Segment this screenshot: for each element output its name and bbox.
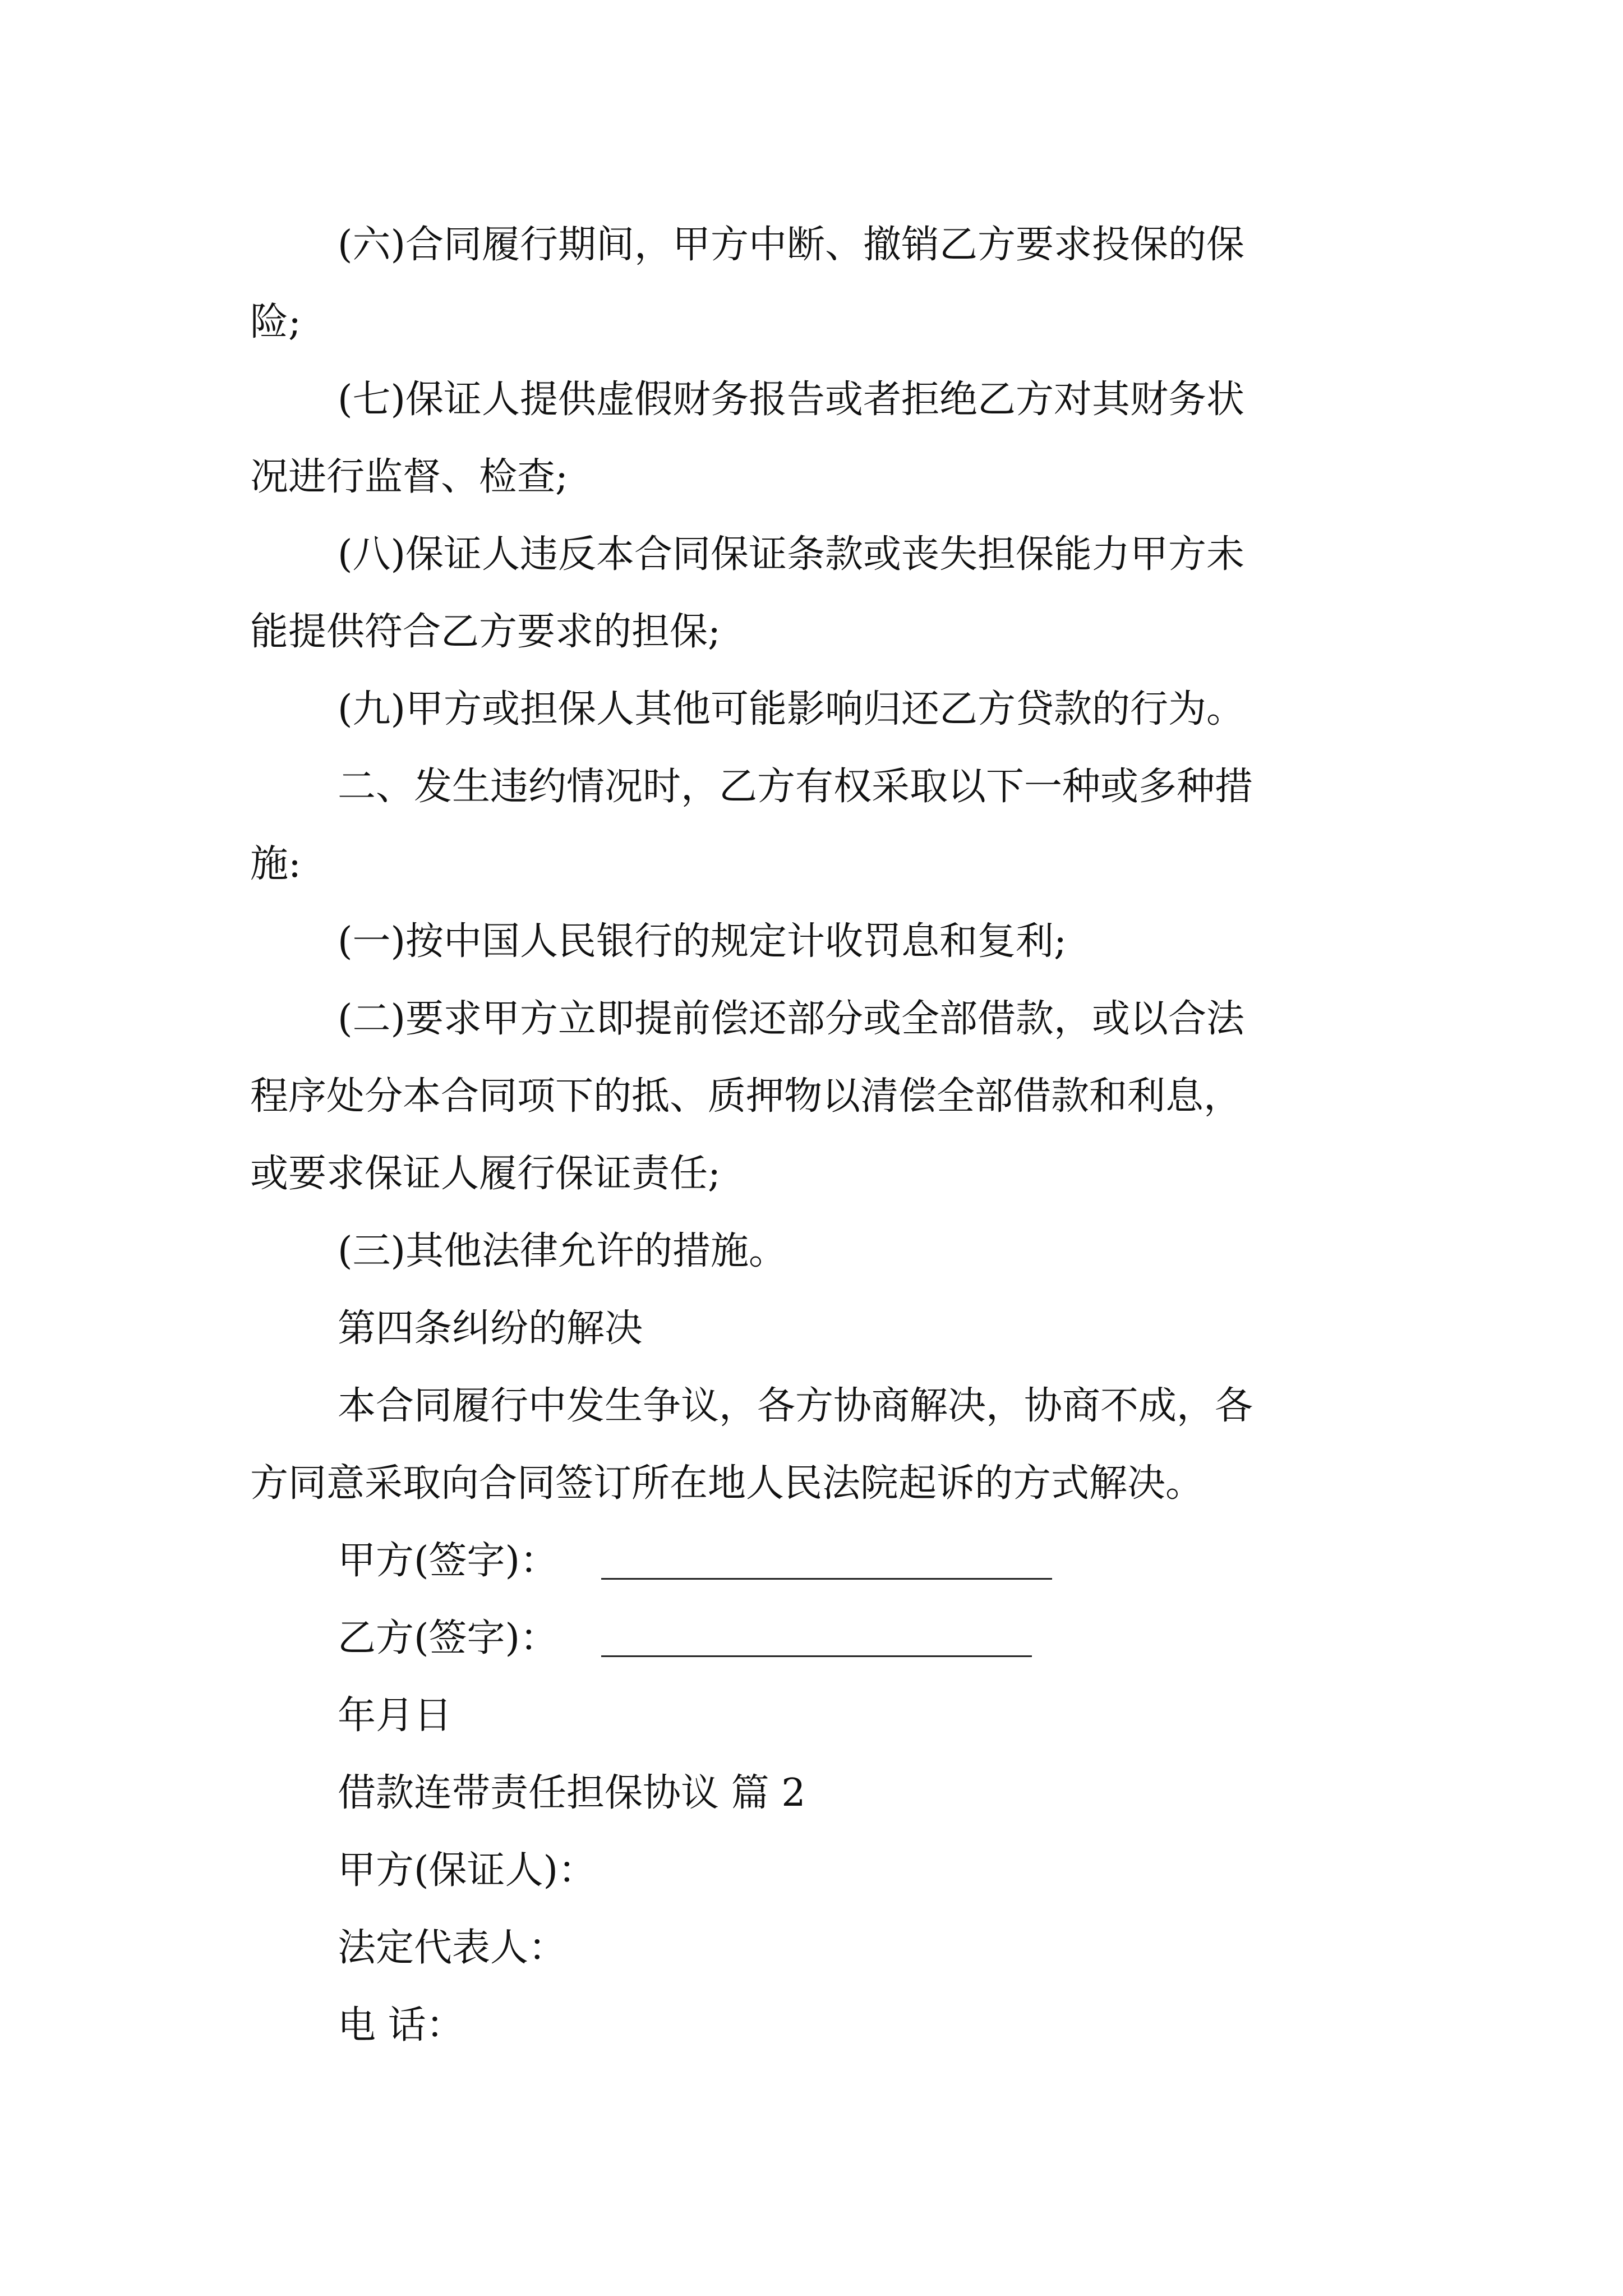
phone-label: 电 话： — [338, 2003, 464, 2047]
clause-7-line-2: 况进行监督、检查; — [250, 455, 568, 499]
measure-3-line: (三)其他法律允许的措施。 — [338, 1229, 787, 1273]
clause-8-line-1: (八)保证人违反本合同保证条款或丧失担保能力甲方未 — [338, 532, 1245, 577]
clause-7-line-1: (七)保证人提供虚假财务报告或者拒绝乙方对其财务状 — [338, 378, 1245, 422]
measure-2-line-3: 或要求保证人履行保证责任; — [250, 1152, 721, 1196]
clause-9-line: (九)甲方或担保人其他可能影响归还乙方贷款的行为。 — [338, 687, 1245, 731]
legal-representative-label: 法定代表人： — [338, 1926, 567, 1970]
section-2-line-1: 二、发生违约情况时，乙方有权采取以下一种或多种措 — [338, 765, 1253, 809]
measure-1-line: (一)按中国人民银行的规定计收罚息和复利; — [338, 919, 1067, 964]
measure-2-line-1: (二)要求甲方立即提前偿还部分或全部借款，或以合法 — [338, 997, 1245, 1041]
party-a-guarantor-label: 甲方(保证人)： — [338, 1848, 597, 1893]
clause-6-line-1: (六)合同履行期间，甲方中断、撤销乙方要求投保的保 — [338, 223, 1245, 267]
date-line: 年月日 — [338, 1694, 453, 1738]
measure-2-line-2: 程序处分本合同项下的抵、质押物以清偿全部借款和利息， — [250, 1074, 1242, 1119]
dispute-line-2: 方同意采取向合同签订所在地人民法院起诉的方式解决。 — [250, 1461, 1204, 1506]
party-b-signature-label: 乙方(签字)： — [338, 1616, 559, 1660]
party-b-signature-line — [601, 1655, 1032, 1657]
party-a-signature-line — [601, 1578, 1052, 1580]
section-2-line-2: 施: — [250, 842, 301, 886]
section-heading-2: 借款连带责任担保协议 篇 2 — [338, 1771, 806, 1815]
clause-6-line-2: 险; — [250, 300, 301, 344]
dispute-line-1: 本合同履行中发生争议，各方协商解决，协商不成，各 — [338, 1384, 1253, 1428]
article-4-heading: 第四条纠纷的解决 — [338, 1306, 643, 1351]
party-a-signature-label: 甲方(签字)： — [338, 1539, 559, 1583]
clause-8-line-2: 能提供符合乙方要求的担保; — [250, 610, 721, 654]
